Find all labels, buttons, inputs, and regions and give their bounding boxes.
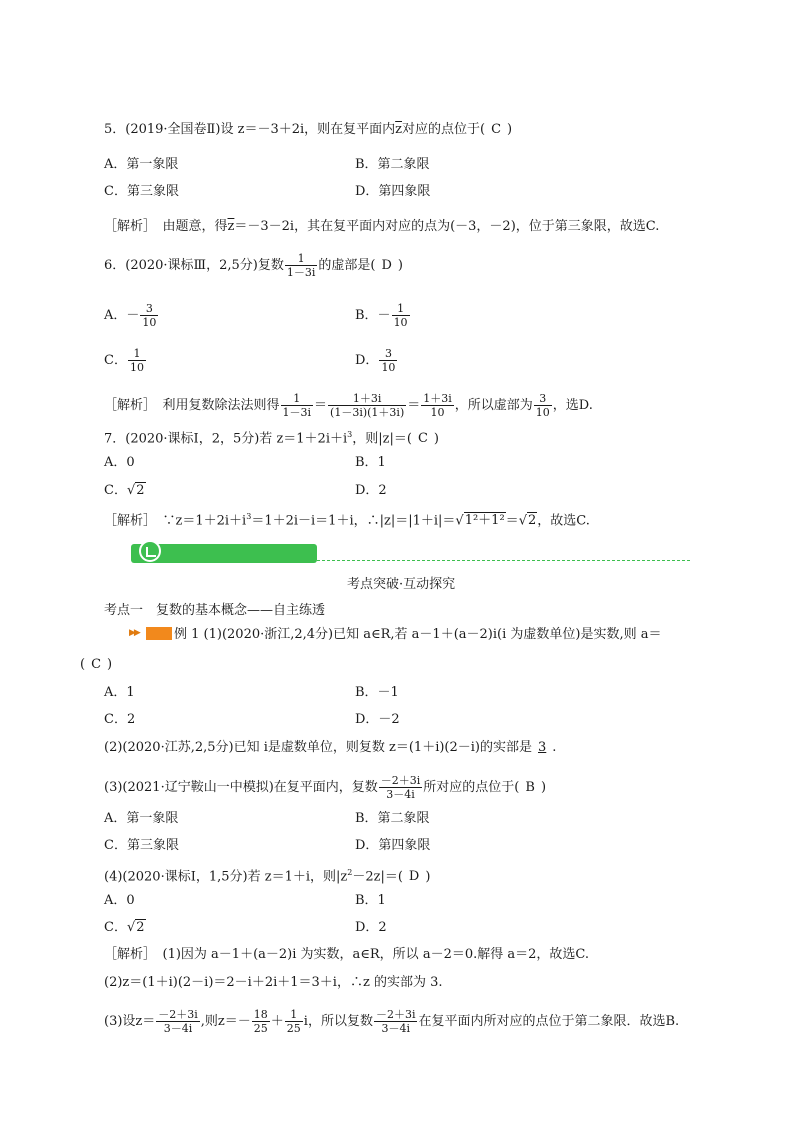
q6-option-a: A．－ $\frac{3}{10}$ xyxy=(104,302,157,329)
q5-option-b: B．第二象限 xyxy=(355,157,430,172)
ex1-option-d: D．－2 xyxy=(355,712,400,727)
ex1-analysis-2: (2)z＝(1＋i)(2－i)＝2－i＋2i＋1＝3＋i，∴z 的实部为 3. xyxy=(104,975,443,990)
example-marker xyxy=(146,627,172,640)
q6-answer: D xyxy=(381,258,392,273)
q6-option-c: C． $\frac{1}{10}$ xyxy=(104,347,144,374)
ex1-option-a: A．1 xyxy=(104,685,135,700)
topic-title: 考点一 复数的基本概念——自主练透 xyxy=(104,603,326,618)
ex1-part3-option-b: B．第二象限 xyxy=(355,811,430,826)
ex1-part4-option-b: B．1 xyxy=(355,893,386,908)
q6-option-b: B．－ $\frac{1}{10}$ xyxy=(355,302,408,329)
q7-analysis: ［解析］ $\because z=1+2i+i^3=1+2i-i=1+i$，∴|z|＝|1＋i|＝√1²＋1²＝√2，故选C. xyxy=(104,512,590,529)
q5-stem-text: 5．(2019·全国卷Ⅱ)设 z＝－3＋2i，则在复平面内 xyxy=(104,122,396,137)
pencil-icon xyxy=(139,540,161,562)
q5-analysis-text-2: ＝－3－2i，其在复平面内对应的点为(－3，－2)，位于第三象限，故选C. xyxy=(234,219,660,234)
ex1-part3-option-c: C．第三象限 xyxy=(104,838,179,853)
q5-stem xyxy=(104,121,512,139)
ex1-part3-answer: B xyxy=(525,780,535,795)
q6-analysis: ［解析］ 利用复数除法法则得 $\frac{1}{1-3i}$ ＝ $\frac{1+3i}{(1-3i)(1+3i)}$ ＝ $\frac{1+3i}{10}$ ，所以虚部为 $\frac{3}{10}$ ，选D. xyxy=(104,392,593,419)
q7-option-a: A．0 xyxy=(104,455,135,470)
ex1-part2-answer: 3 xyxy=(538,740,547,755)
q5-option-c: C．第三象限 xyxy=(104,184,179,199)
q5-close: ) xyxy=(507,122,513,137)
q6-fraction: $\frac{1}{1-3i}$ xyxy=(286,252,316,279)
q6-stem xyxy=(104,252,403,279)
ex1-part2: (2)(2020·江苏,2,5分)已知 i是虚数单位，则复数 z＝(1＋i)(2－i)的实部是 3 . xyxy=(104,740,557,755)
ex1-answer: C xyxy=(91,657,102,672)
q6-close: ) xyxy=(397,258,403,273)
q7-stem: 7．(2020·课标Ⅰ，2，5分)若 $z=1+2i+i^3$，则|z|＝( C ) xyxy=(104,430,439,447)
q6-stem-text-2: 的虚部是( xyxy=(318,258,376,273)
q6-stem-text: 6．(2020·课标Ⅲ，2,5分)复数 xyxy=(104,258,284,273)
ex1-analysis-1: ［解析］ (1)因为 a－1＋(a－2)i 为实数，a∈R，所以 a－2＝0.解得 a＝2，故选C. xyxy=(104,947,590,962)
ex1-option-c: C．2 xyxy=(104,712,136,727)
ex1-analysis-3: (3)设z＝ $\frac{-2+3i}{3-4i}$ ,则z＝－ $\frac{18}{25}$ ＋ $\frac{1}{25}$ i，所以复数 $\frac{-2+3i}{3-4i}$ 在复平面内所对应的点位于第二象限．故选B. xyxy=(104,1008,680,1035)
q5-analysis xyxy=(104,218,659,236)
ex1-part4-option-a: A．0 xyxy=(104,893,135,908)
q5-conjugate-z: $\overline{z}$ xyxy=(395,122,403,137)
ex1-part3-option-d: D．第四象限 xyxy=(355,838,431,853)
q5-option-a: A．第一象限 xyxy=(104,157,179,172)
ex1-answer-line: ( C ) xyxy=(80,657,113,672)
q5-stem-text-2: 对应的点位于( xyxy=(402,122,486,137)
q5-analysis-conjugate-z: $\overline{z}$ xyxy=(227,219,235,234)
q7-option-d: D．2 xyxy=(355,483,387,498)
ex1-part4-answer: D xyxy=(408,869,420,885)
ex1-part4-option-d: D．2 xyxy=(355,920,387,935)
ex1-part4: (4)(2020·课标Ⅰ，1,5分)若 z＝1＋i，则$|z^2-2z|=$( D ) xyxy=(104,868,431,885)
double-arrow-icon: ▶▶ xyxy=(129,628,139,638)
q7-option-c: C．√2 xyxy=(104,483,145,498)
section-title: 考点突破·互动探究 xyxy=(347,577,456,592)
ex1-part4-option-c: C．√2 xyxy=(104,920,145,935)
q5-analysis-text: ［解析］ 由题意，得 xyxy=(104,219,228,234)
ex1-part3: (3)(2021·辽宁鞍山一中模拟)在复平面内，复数 $\frac{-2+3i}{3-4i}$ 所对应的点位于( B ) xyxy=(104,774,547,801)
ex1-stem: 例 1 (1)(2020·浙江,2,4分)已知 a∈R,若 a－1＋(a－2)i(i 为虚数单位)是实数,则 a＝ xyxy=(174,627,662,642)
q5-option-d: D．第四象限 xyxy=(355,184,431,199)
ex1-part3-option-a: A．第一象限 xyxy=(104,811,179,826)
q5-answer: C xyxy=(491,122,502,137)
q6-option-d: D． $\frac{3}{10}$ xyxy=(355,347,396,374)
ex1-option-b: B．－1 xyxy=(355,685,399,700)
q7-option-b: B．1 xyxy=(355,455,386,470)
q7-answer: C xyxy=(417,431,428,447)
dashed-divider xyxy=(317,560,690,561)
